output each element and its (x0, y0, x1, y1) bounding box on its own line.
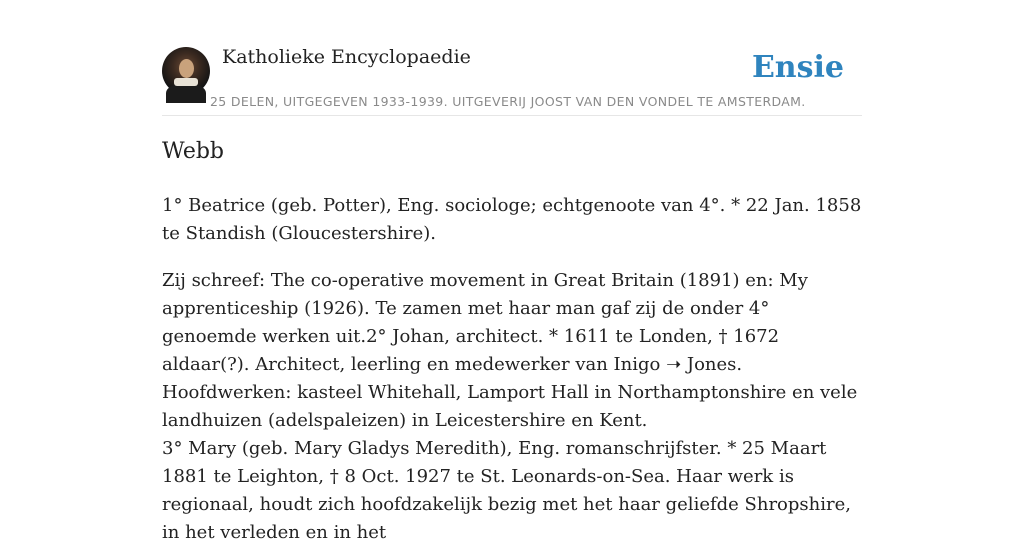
article-paragraph-3: 3° Mary (geb. Mary Gladys Meredith), Eng. romanschrijfster. * 25 Maart 1881 te Leighton, † 8 Oct. 1927 te St. Leonards-on-Sea. Haar werk is regionaal, houdt zich hoofdzakelijk bezig met het haar geliefde Shropshire, in het verleden en in het (162, 438, 851, 543)
article-paragraph-1: 1° Beatrice (geb. Potter), Eng. sociologe; echtgenoote van 4°. * 22 Jan. 1858 te Standish (Gloucestershire). (162, 195, 862, 244)
avatar-face (179, 59, 194, 78)
portrait-avatar-icon[interactable] (162, 47, 210, 95)
avatar-coat (166, 83, 206, 103)
page-container (162, 0, 862, 543)
site-subtitle: 25 DELEN, UITGEGEVEN 1933-1939. UITGEVERIJ JOOST VAN DEN VONDEL TE AMSTERDAM. (210, 94, 806, 109)
article-title: Webb (162, 139, 225, 164)
ensie-logo-link[interactable]: Ensie (751, 50, 844, 85)
article-paragraphs-continued (162, 267, 862, 547)
article-paragraph-2: Zij schreef: The co-operative movement in Great Britain (1891) en: My apprenticeship (1926). Te zamen met haar man gaf zij de onder 4° genoemde werken uit.2° Johan, architect. * 1611 te Londen, † 1672 aldaar(?). Architect, leerling en medewerker van Inigo ➝ Jones. Hoofdwerken: kasteel Whitehall, Lamport Hall in Northamptonshire en vele landhuizen (adelspaleizen) in Leicestershire en Kent. (162, 270, 858, 431)
site-header (162, 0, 862, 116)
avatar-collar (174, 78, 198, 86)
site-title[interactable]: Katholieke Encyclopaedie (222, 46, 471, 68)
